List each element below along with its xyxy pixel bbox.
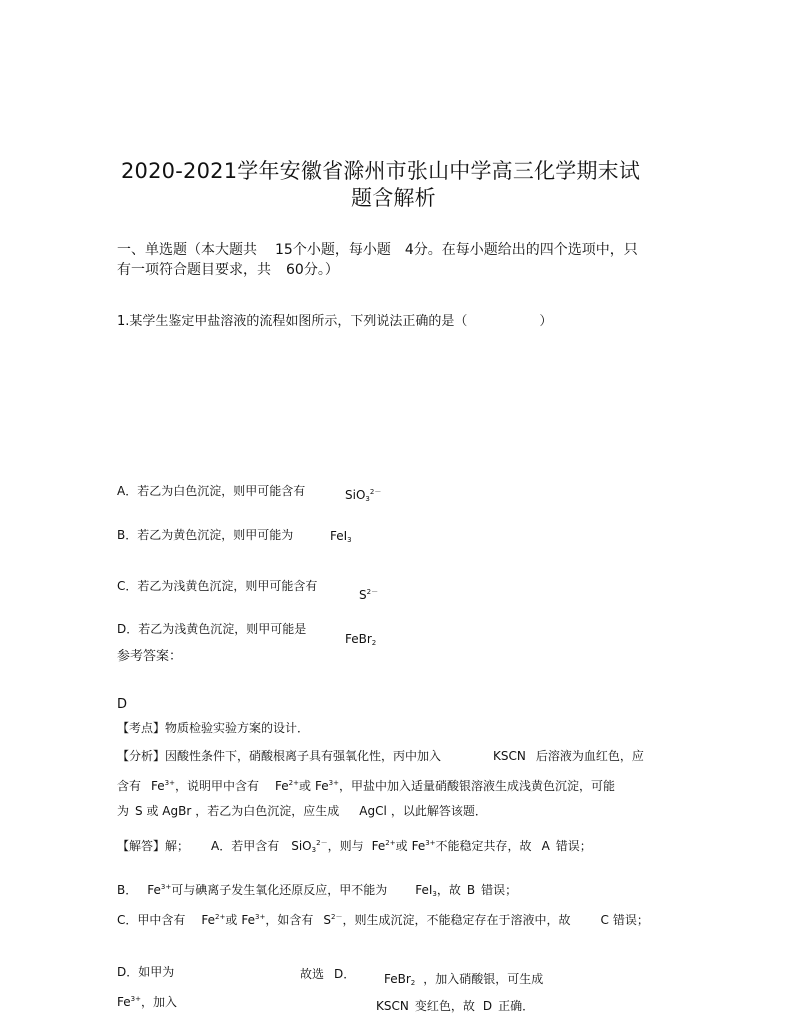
page-title-line1: 2020-2021学年安徽省滁州市张山中学高三化学期末试: [121, 159, 641, 183]
analysis-line1: 【分析】因酸性条件下，硝酸根离子具有强氧化性，丙中加入 KSCN 后溶液为血红色，应: [117, 749, 644, 763]
option-a-formula: SiO$_3^{2-}$: [345, 488, 382, 503]
option-c-text: C．若乙为浅黄色沉淀，则甲可能含有: [117, 579, 318, 593]
option-d-text: D．若乙为浅黄色沉淀，则甲可能是: [117, 622, 307, 636]
analysis-line2: 含有 $Fe^{3+}$，说明甲中含有 $Fe^{2+}$或 $Fe^{3+}$，甲盐中加入适量硝酸银溶液生成浅黄色沉淀，可能: [117, 779, 615, 793]
kaodian-line: 【考点】物质检验实验方案的设计．: [117, 721, 310, 735]
analysis-line3: 为 S 或 AgBr ，若乙为白色沉淀，应生成 AgCl ，以此解答该题．: [117, 804, 487, 818]
solution-line-a: 【解答】解； A．若甲含有 SiO$_3^{2-}$，则与 $Fe^{2+}$或 $Fe^{3+}$不能稳定共存，故 A 错误；: [117, 839, 592, 854]
option-a-text: A．若乙为白色沉淀，则甲可能含有: [117, 484, 306, 498]
option-c-formula: $S^{2-}$: [359, 588, 379, 602]
solution-line-c: C．甲中含有 $Fe^{2+}$或 $Fe^{3+}$，如含有 $S^{2-}$，则生成沉淀，不能稳定存在于溶液中，故 C 错误；: [117, 913, 649, 927]
question-1: 1.某学生鉴定甲盐溶液的流程如图所示，下列说法正确的是（ ）: [117, 314, 553, 329]
solution-line-d1: D．如甲为: [117, 965, 175, 979]
solution-line-d2: $Fe^{3+}$，加入: [117, 995, 177, 1009]
solution-line-d-febr: FeBr$_2$ ，加入硝酸银，可生成: [384, 972, 544, 987]
answer-label: 参考答案：: [117, 649, 183, 664]
solution-line-d3: KSCN 变红色，故 D 正确．: [376, 999, 535, 1013]
solution-choose: 故选 D．: [300, 967, 356, 981]
page-title-line2: 题含解析: [351, 186, 436, 210]
solution-line-b: B． $Fe^{3+}$可与碘离子发生氧化还原反应，甲不能为 FeI$_3$，故 B 错误；: [117, 883, 518, 898]
option-b-formula: FeI$_3$: [330, 529, 352, 544]
section-header-line2: 有一项符合题目要求，共 60分。）: [117, 262, 339, 278]
answer-value: D: [117, 697, 128, 712]
option-b-text: B．若乙为黄色沉淀，则甲可能为: [117, 528, 294, 542]
option-d-formula: FeBr$_2$: [345, 632, 377, 647]
section-header-line1: 一、单选题（本大题共 15个小题，每小题 4分。在每小题给出的四个选项中，只: [117, 242, 638, 258]
